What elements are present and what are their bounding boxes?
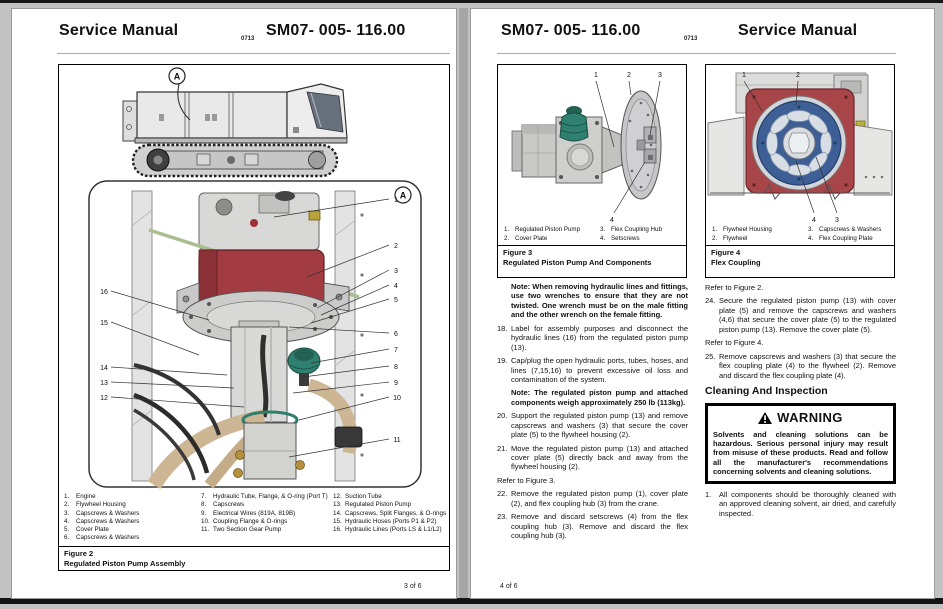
label-item: 4. Flex Coupling Plate: [808, 234, 873, 242]
svg-text:7: 7: [394, 347, 398, 354]
figure2-caption-title: Figure 2: [64, 548, 94, 558]
detail-a-label: A: [399, 190, 407, 201]
part-item: 5. Cover Plate: [64, 526, 109, 534]
label-item: 1. Flywheel Housing: [712, 226, 772, 233]
figure4-box: [705, 64, 895, 278]
warning-word: WARNING: [777, 410, 843, 426]
page-number-right: 4 of 6: [500, 583, 518, 590]
figure4-caption: [706, 245, 894, 271]
parts-column-3: [333, 493, 448, 543]
part-item: 14. Capscrews, Split Flanges, & O-rings: [333, 509, 447, 517]
refer-figure-2: Refer to Figure 2.: [705, 283, 764, 292]
revision-code: 0713: [241, 36, 255, 42]
svg-text:9: 9: [394, 380, 398, 387]
page-gutter: [459, 8, 468, 598]
page-number-left: 3 of 6: [404, 583, 422, 590]
note-two-wrenches: Note: When removing hydraulic lines and fittings, use two wrenches to ensure that they are not twisted. One wrench must be on the male fitting and the other wrench on the female fitting.: [511, 282, 688, 320]
detail-a-callout: A: [173, 71, 181, 82]
part-item: 7. Hydraulic Tube, Flange, & O-ring (Port T): [201, 493, 328, 500]
svg-text:4: 4: [812, 217, 816, 224]
svg-text:2: 2: [796, 72, 800, 79]
part-item: 3. Capscrews & Washers: [64, 509, 140, 517]
header-rule: [57, 53, 450, 54]
svg-text:12: 12: [100, 395, 108, 402]
svg-text:13: 13: [100, 380, 108, 387]
figure4-caption-title: Figure 4: [711, 248, 741, 258]
warning-title-row: [713, 410, 888, 426]
part-item: 15. Hydraulic Hoses (Ports P1 & P2): [333, 517, 437, 525]
figure3-caption-text: Regulated Piston Pump And Components: [503, 258, 652, 268]
section-heading-cleaning: Cleaning And Inspection: [705, 384, 828, 397]
svg-text:3: 3: [658, 72, 662, 79]
header-rule: [497, 53, 896, 54]
step-18: 18. Label for assembly purposes and disconnect the hydraulic lines (16) from the regulated piston pump (13).: [497, 323, 688, 352]
svg-text:10: 10: [393, 395, 401, 402]
flex-coupling-drawing: [708, 73, 892, 199]
refer-figure-4: Refer to Figure 4.: [705, 338, 764, 348]
step-19: 19. Cap/plug the open hydraulic ports, tubes, hoses, and lines (7,15,16) to prevent excessive oil loss and contamination of the system.: [497, 356, 688, 384]
svg-text:2: 2: [394, 243, 398, 250]
manual-page-right: [470, 8, 935, 599]
label-item: 2. Flywheel: [712, 234, 748, 242]
warning-box: [705, 403, 896, 484]
page-title: Service Manual: [738, 22, 858, 39]
figure2-parts-list: [59, 491, 449, 546]
svg-text:4: 4: [610, 217, 614, 224]
svg-text:1: 1: [394, 197, 398, 204]
figure3-illustration: [498, 65, 686, 225]
svg-text:1: 1: [742, 72, 746, 79]
refer-figure-3: Refer to Figure 3.: [497, 475, 556, 485]
svg-text:8: 8: [394, 364, 398, 371]
svg-text:11: 11: [393, 437, 401, 444]
piston-pump-drawing: [512, 91, 661, 199]
label-item: 2. Cover Plate: [504, 234, 548, 242]
figure4-illustration: [706, 65, 894, 225]
document-number: SM07- 005- 116.00: [501, 22, 641, 39]
label-item: 4. Setscrews: [600, 234, 640, 242]
svg-text:1: 1: [594, 72, 598, 79]
page-title: Service Manual: [59, 22, 179, 39]
step-20: 20. Support the regulated piston pump (13) and remove capscrews and washers (3) that secure the cover plate (5) to the flywheel housing (2).: [497, 411, 688, 440]
step-22: 22. Remove the regulated piston pump (1), cover plate (2), and flex coupling hub (3) from the crane.: [497, 489, 688, 508]
part-item: 2. Flywheel Housing: [64, 501, 126, 509]
parts-column-2: [201, 493, 333, 543]
part-item: 9. Electrical Wires (819A, 819B): [201, 509, 296, 517]
figure2-illustration: [59, 65, 449, 491]
step-24: 24. Secure the regulated piston pump (13) with cover plate (5) and remove the capscrews and washers (4,6) that secure the cover plate (5) to the regulated piston pump (13). Remove the cover plate (5).: [705, 296, 896, 334]
figure3-caption: [498, 245, 686, 271]
part-item: 8. Capscrews: [201, 501, 245, 509]
part-item: 13. Regulated Piston Pump: [333, 501, 412, 509]
figure2-box: [58, 64, 450, 571]
revision-code: 0713: [684, 36, 698, 42]
figure3-labels: [498, 225, 686, 245]
manual-page-left: [11, 8, 457, 599]
svg-text:16: 16: [100, 289, 108, 296]
figure2-caption-text: Regulated Piston Pump Assembly: [64, 558, 186, 568]
text-column-right: [705, 282, 896, 522]
cleaning-step-1: 1. All components should be thoroughly cleaned with an approved cleaning solvent, air dried, and carefully inspected.: [705, 489, 896, 518]
part-item: 10. Coupling Flange & O-rings: [201, 517, 288, 525]
svg-text:2: 2: [627, 72, 631, 79]
part-item: 4. Capscrews & Washers: [64, 517, 140, 525]
step-21: 21. Move the regulated piston pump (13) and attached cover plate (5) directly back and away from the flywheel housing (2).: [497, 443, 688, 472]
scan-edge-top: [0, 0, 943, 3]
warning-triangle-icon: [758, 412, 772, 424]
document-number: SM07- 005- 116.00: [266, 22, 406, 39]
part-item: 16. Hydraulic Lines (Ports LS & L1/L2): [333, 526, 442, 534]
note-pump-weight: Note: The regulated piston pump and attached components weigh approximately 250 lb (113kg).: [511, 388, 688, 407]
label-item: 3. Flex Coupling Hub: [600, 226, 662, 233]
part-item: 12. Suction Tube: [333, 493, 382, 500]
warning-text: Solvents and cleaning solutions can be hazardous. Serious personal injury may result from misuse of these products. Read and follow all the manufacturer's recommendations concerning solvents and cleaning solutions.: [713, 429, 888, 477]
text-column-left: [497, 282, 688, 545]
figure4-caption-text: Flex Coupling: [711, 258, 761, 268]
label-item: 1. Regulated Piston Pump: [504, 226, 581, 233]
svg-text:3: 3: [394, 268, 398, 275]
svg-text:6: 6: [394, 331, 398, 338]
part-item: 6. Capscrews & Washers: [64, 534, 140, 542]
svg-text:4: 4: [394, 283, 398, 290]
svg-text:3: 3: [835, 217, 839, 224]
svg-text:15: 15: [100, 320, 108, 327]
svg-text:5: 5: [394, 297, 398, 304]
label-item: 3. Capscrews & Washers: [808, 226, 882, 233]
crawler-crane-drawing: [123, 84, 347, 176]
part-item: 1. Engine: [64, 493, 96, 500]
figure3-box: [497, 64, 687, 278]
figure2-caption: [59, 546, 449, 572]
part-item: 11. Two Section Gear Pump: [201, 526, 282, 534]
parts-column-1: [64, 493, 201, 543]
step-23: 23. Remove and discard setscrews (4) from the flex coupling hub (3). Remove and discard the flex coupling hub (3).: [497, 512, 688, 541]
step-25: 25. Remove capscrews and washers (3) that secure the flex coupling plate (4) to the flywheel (2). Remove and discard the flex coupling plate (4).: [705, 351, 896, 380]
figure4-labels: [706, 225, 894, 245]
svg-text:14: 14: [100, 365, 108, 372]
figure3-caption-title: Figure 3: [503, 248, 533, 258]
